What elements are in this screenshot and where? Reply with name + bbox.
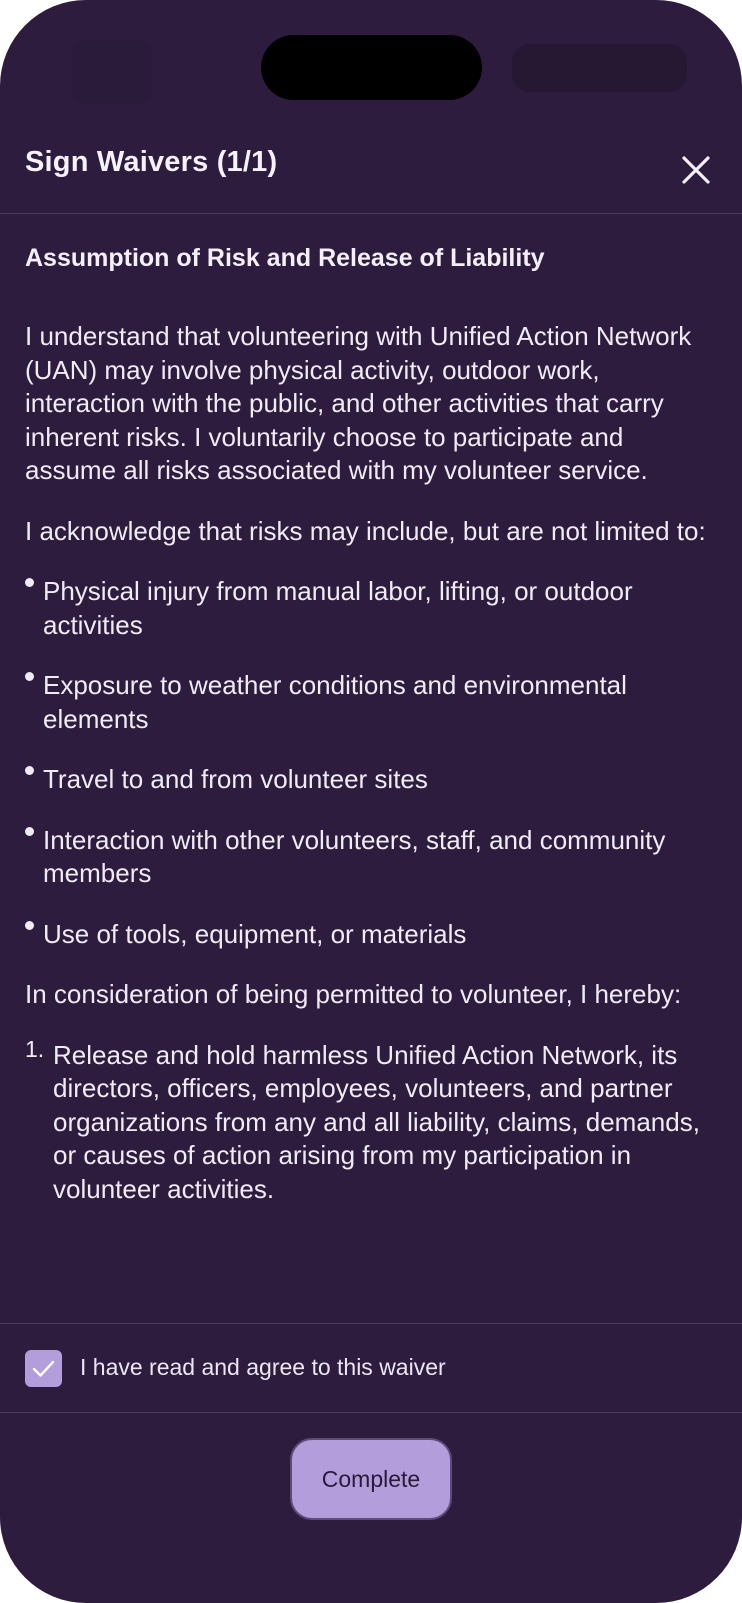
close-icon	[676, 150, 716, 190]
waiver-title: Assumption of Risk and Release of Liability	[25, 244, 545, 272]
risk-text: Interaction with other volunteers, staff, and community members	[43, 824, 666, 888]
term-list-item	[25, 1035, 715, 1207]
risk-list-item	[25, 763, 715, 797]
agree-checkbox[interactable]	[25, 1350, 62, 1387]
risk-text: Physical injury from manual labor, lifting, or outdoor activities	[43, 576, 633, 640]
risk-list-item	[25, 918, 715, 952]
modal-header	[0, 128, 742, 214]
agreement-row[interactable]	[0, 1323, 742, 1413]
risk-list-item	[25, 669, 715, 736]
risks-intro-paragraph: I acknowledge that risks may include, but are not limited to:	[25, 515, 706, 546]
risk-text: Use of tools, equipment, or materials	[43, 918, 467, 949]
risk-text: Exposure to weather conditions and environmental elements	[43, 670, 627, 734]
term-number: 1.	[25, 1035, 45, 1062]
term-text: Release and hold harmless Unified Action Network, its directors, officers, employees, volunteers, and partner organizations from any and all liability, claims, demands, or causes of action arising from my participation in volunteer activities.	[53, 1039, 700, 1204]
dynamic-island	[261, 35, 482, 100]
terms-list	[25, 1035, 715, 1207]
bullet-icon	[25, 672, 34, 681]
complete-button[interactable]: Complete	[290, 1438, 452, 1520]
bullet-icon	[25, 578, 34, 587]
bullet-icon	[25, 921, 34, 930]
waiver-intro-paragraph: I understand that volunteering with Unified Action Network (UAN) may involve physical activity, outdoor work, interaction with the public, and other activities that carry inherent risks. I voluntarily choose to participate and assume all risks associated with my volunteer service.	[25, 321, 692, 485]
risks-list	[25, 575, 715, 951]
agree-label[interactable]: I have read and agree to this waiver	[80, 1354, 446, 1380]
status-bar-left	[72, 40, 152, 104]
consideration-paragraph: In consideration of being permitted to volunteer, I hereby:	[25, 979, 682, 1009]
risk-list-item	[25, 824, 715, 891]
bullet-icon	[25, 766, 34, 775]
risk-list-item	[25, 575, 715, 642]
bullet-icon	[25, 827, 34, 836]
waiver-content[interactable]	[25, 240, 715, 1322]
risk-text: Travel to and from volunteer sites	[43, 764, 428, 794]
checkmark-icon	[25, 1350, 62, 1387]
status-bar	[0, 0, 742, 110]
modal-title: Sign Waivers (1/1)	[25, 146, 278, 178]
close-button[interactable]	[676, 150, 716, 190]
status-bar-right	[512, 44, 687, 92]
